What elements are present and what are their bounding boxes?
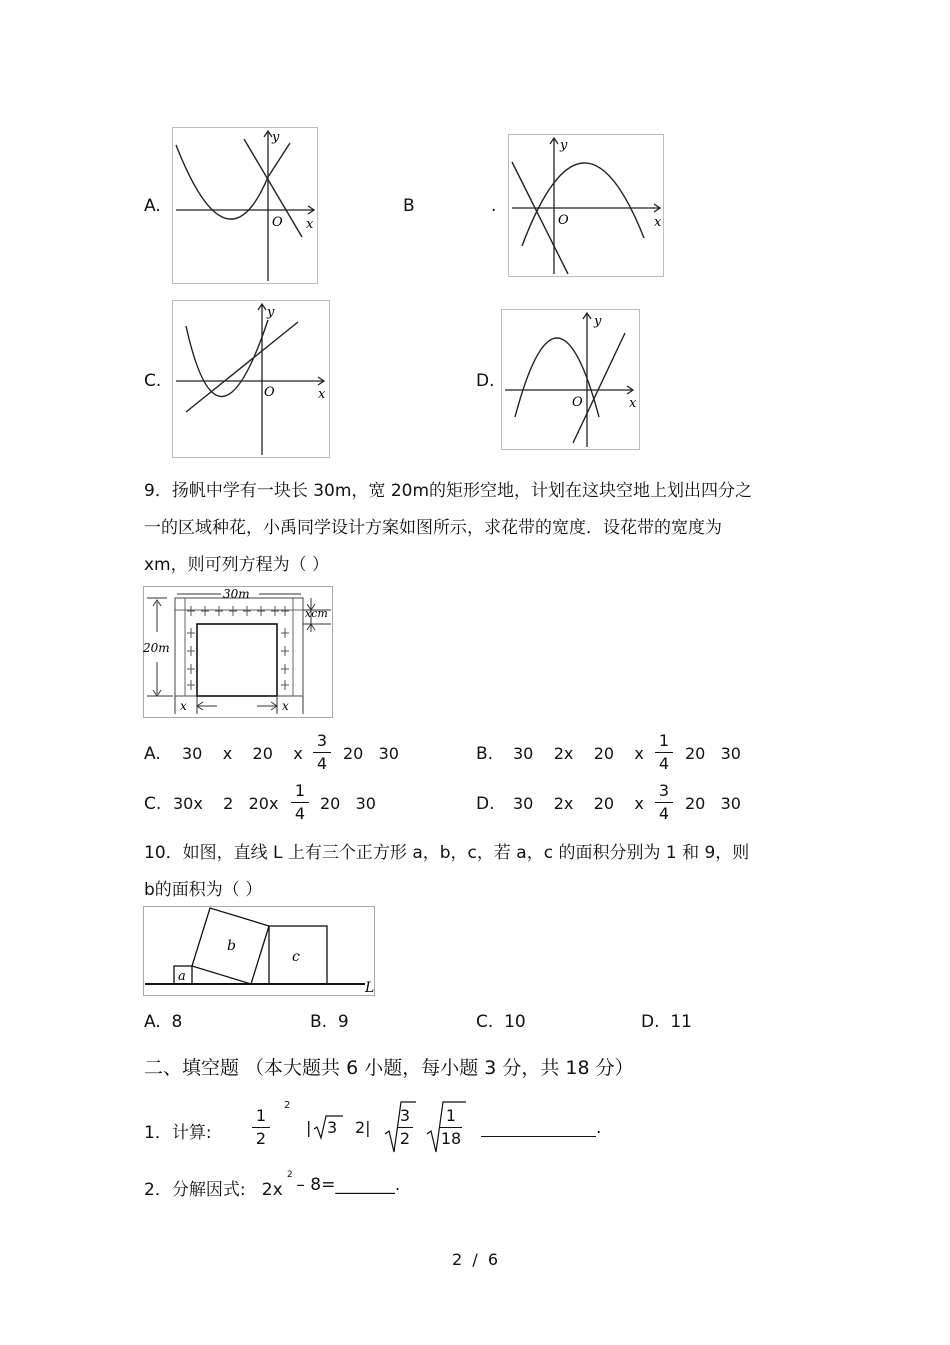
- label-L: L: [365, 980, 375, 996]
- q10-option-c: [476, 1012, 526, 1032]
- option-c-label: C.: [144, 371, 162, 391]
- band-width-label: xcm: [305, 607, 328, 620]
- q9-option-a-label: A.: [144, 744, 161, 764]
- fill1-sqrt-fraction-2: 1 18: [440, 1106, 462, 1148]
- q10-option-a: [144, 1012, 182, 1032]
- x-right-label: x: [282, 699, 289, 713]
- q10-option-b: [310, 1012, 349, 1032]
- axis-y-label: y: [272, 130, 280, 145]
- fill1-answer-blank[interactable]: [481, 1120, 596, 1137]
- q10-option-a-label: A.: [144, 1012, 161, 1032]
- q9-option-b-fraction: 1 4: [655, 731, 673, 774]
- q9-option-d-expr-left: 30 2x 20 x: [513, 794, 644, 813]
- q9-option-c-expr-right: 20 30: [320, 794, 376, 813]
- q9-option-c-label: C.: [144, 794, 162, 814]
- fill1-sqrt3: 3: [327, 1118, 338, 1137]
- fill2-exponent: 2: [287, 1170, 293, 1180]
- fill1-half-fraction: 1 2: [252, 1106, 270, 1149]
- label-b: b: [227, 938, 236, 954]
- graph-option-d: [501, 309, 640, 450]
- q10-option-c-label: C.: [476, 1012, 494, 1032]
- q9-option-a-expr-left: 30 x 20 x: [182, 744, 303, 763]
- fill1-sqrt-fraction-1: 3 2: [397, 1106, 413, 1149]
- q9-option-d-label: D.: [476, 794, 495, 814]
- origin-label: O: [264, 385, 275, 400]
- q9-option-d-expr-right: 20 30: [685, 794, 741, 813]
- parabola-curve: [522, 163, 644, 246]
- fill1-exponent: 2: [284, 1100, 291, 1111]
- q9-line-3: xm，则可列方程为（ ）: [144, 555, 330, 575]
- q9-option-a-expr-right: 20 30: [343, 744, 399, 763]
- axis-x-label: x: [654, 215, 662, 230]
- inner-rectangle: [197, 624, 277, 696]
- section-2-title: 二、填空题 （本大题共 6 小题，每小题 3 分，共 18 分）: [144, 1057, 634, 1079]
- option-a-label: A.: [144, 196, 161, 216]
- q9-option-c-fraction: 1 4: [291, 781, 309, 824]
- line-graph-2: [268, 143, 290, 177]
- fill1-prefix: 1．计算:: [144, 1123, 212, 1143]
- q10-squares-figure: [143, 906, 375, 996]
- width-label: 30m: [223, 587, 250, 601]
- origin-label: O: [572, 395, 583, 410]
- fill2-suffix: – 8=_______.: [291, 1175, 401, 1195]
- q10-option-d: [641, 1012, 692, 1032]
- q10-option-d-label: D.: [641, 1012, 660, 1032]
- axis-y-label: y: [267, 305, 275, 320]
- q10-line-1: 10．如图，直线 L 上有三个正方形 a，b，c，若 a，c 的面积分别为 1 和 9，则: [144, 843, 750, 863]
- axis-y-label: y: [594, 314, 602, 329]
- x-left-label: x: [180, 699, 187, 713]
- graph-option-b: [508, 134, 664, 277]
- fill1-end: .: [596, 1118, 602, 1138]
- label-c: c: [292, 949, 300, 965]
- q10-option-a-value: 8: [171, 1012, 183, 1032]
- origin-label: O: [272, 215, 283, 230]
- page-number: 2 / 6: [452, 1250, 499, 1269]
- q9-option-b-expr-left: 30 2x 20 x: [513, 744, 644, 763]
- option-b-label: B: [403, 196, 415, 216]
- q9-line-2: 一的区域种花，小禹同学设计方案如图所示，求花带的宽度．设花带的宽度为: [144, 518, 722, 538]
- parabola-curve: [186, 320, 268, 397]
- q10-option-d-value: 11: [670, 1012, 692, 1032]
- q10-option-c-value: 10: [504, 1012, 526, 1032]
- q9-line-1: 9．扬帆中学有一块长 30m，宽 20m的矩形空地，计划在这块空地上划出四分之: [144, 481, 753, 501]
- q10-option-b-label: B.: [310, 1012, 328, 1032]
- fill1-minus-two: 2|: [355, 1118, 371, 1137]
- option-d-label: D.: [476, 371, 495, 391]
- q9-option-b-label: B.: [476, 744, 494, 764]
- fill2-prefix: 2．分解因式: 2x: [144, 1180, 283, 1200]
- q9-option-a-fraction: 3 4: [313, 731, 331, 774]
- q10-option-b-value: 9: [337, 1012, 349, 1032]
- q9-option-b-expr-right: 20 30: [685, 744, 741, 763]
- fill1-abs-open: |: [306, 1118, 312, 1137]
- axis-y-label: y: [560, 138, 568, 153]
- graph-option-c: [172, 300, 330, 458]
- q9-garden-figure: [143, 586, 333, 718]
- axis-x-label: x: [318, 387, 326, 402]
- q9-option-c-expr-left: 30x 2 20x: [173, 794, 279, 813]
- origin-label: O: [558, 213, 569, 228]
- q10-line-2: b的面积为（ ）: [144, 880, 263, 900]
- q9-option-d-fraction: 3 4: [655, 781, 673, 824]
- axis-x-label: x: [306, 217, 314, 232]
- line-graph: [186, 322, 298, 412]
- option-b-dot: .: [491, 196, 497, 216]
- label-a: a: [178, 969, 186, 984]
- axis-x-label: x: [629, 396, 637, 411]
- line-graph: [573, 333, 625, 443]
- height-label: 20m: [143, 641, 170, 655]
- graph-option-a: [172, 127, 318, 284]
